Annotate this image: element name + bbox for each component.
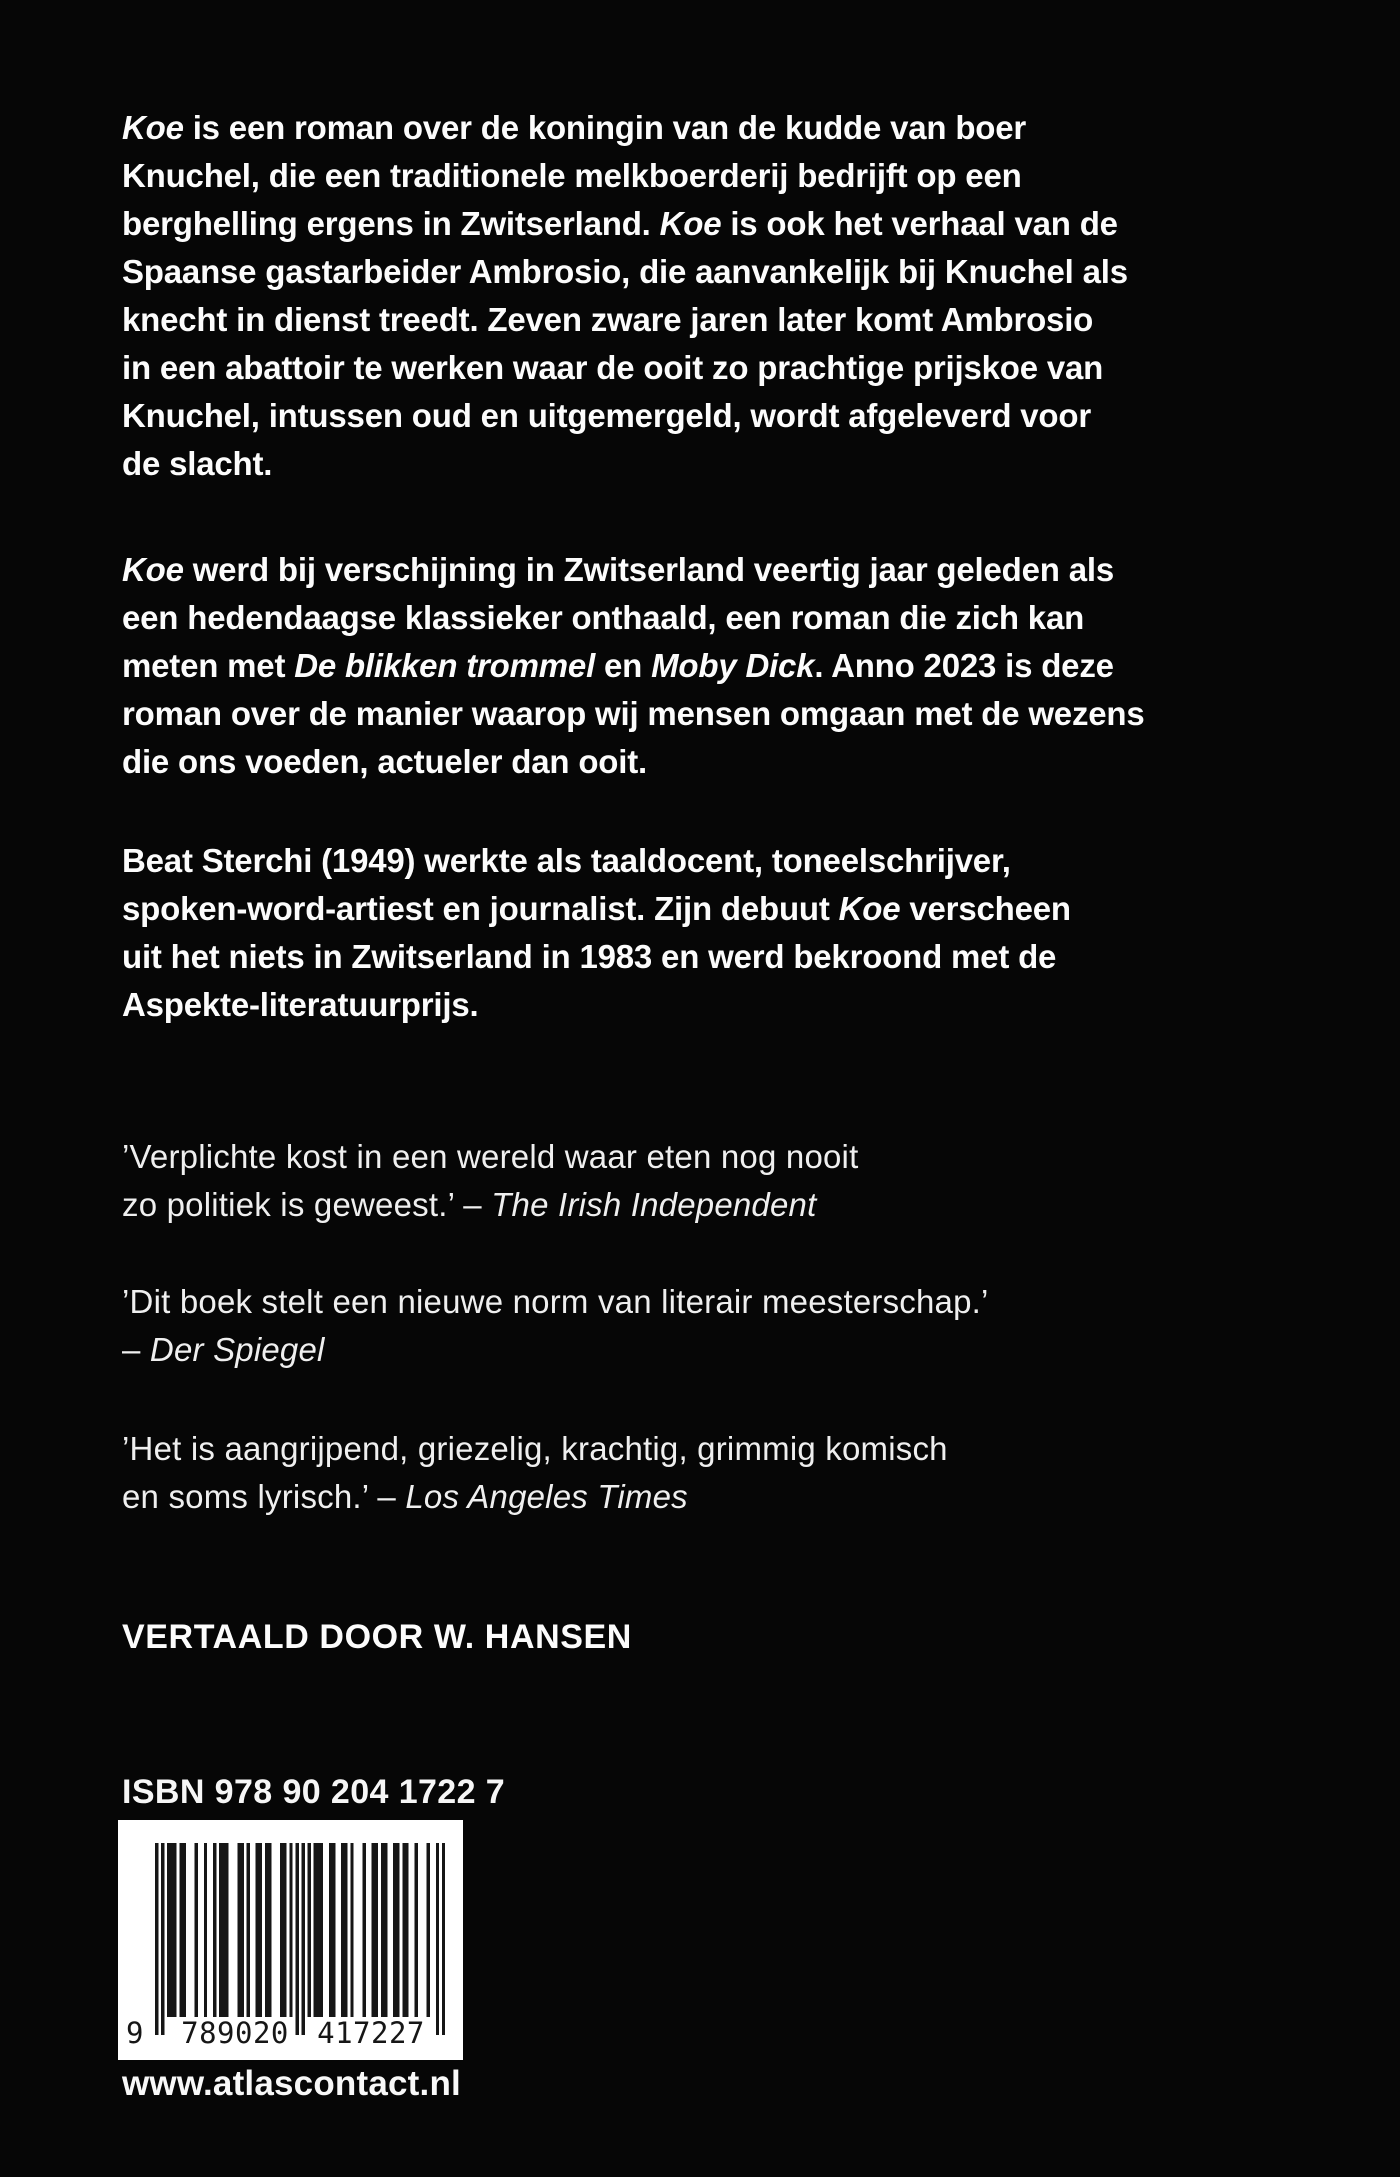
synopsis-paragraph-1: Koe is een roman over de koningin van de kudde van boer Knuchel, die een traditionele melkboerderij bedrijft op een berghelling ergens in Zwitserland. Koe is ook het verhaal van de Spaanse gastarbeider Ambrosio, die aanvankelijk bij Knuchel als knecht in dienst treedt. Zeven zware jaren later komt Ambrosio in een abattoir te werken waar de ooit zo prachtige prijskoe van Knuchel, intussen oud en uitgemergeld, wordt afgeleverd voor de slacht.	[122, 109, 1128, 482]
barcode-digits-left: 789020	[181, 2016, 289, 2050]
author-bio-paragraph: Beat Sterchi (1949) werkte als taaldocent, toneelschrijver, spoken-word-artiest en journalist. Zijn debuut Koe verscheen uit het niets in Zwitserland in 1983 en werd bekroond met de Aspekte-literatuurprijs.	[122, 842, 1071, 1023]
synopsis-paragraph-2: Koe werd bij verschijning in Zwitserland veertig jaar geleden als een hedendaagse klassieker onthaald, een roman die zich kan meten met De blikken trommel en Moby Dick. Anno 2023 is deze roman over de manier waarop wij mensen omgaan met de wezens die ons voeden, actueler dan ooit.	[122, 551, 1145, 780]
press-quote-los-angeles-times: ’Het is aangrijpend, griezelig, krachtig, grimmig komisch en soms lyrisch.’ – Los Angeles Times	[122, 1430, 948, 1515]
barcode-bars	[155, 1843, 445, 2035]
press-quote-der-spiegel: ’Dit boek stelt een nieuwe norm van literair meesterschap.’ – Der Spiegel	[122, 1283, 989, 1368]
barcode-digit-lead: 9	[126, 2016, 144, 2050]
press-quote-irish-independent: ’Verplichte kost in een wereld waar eten nog nooit zo politiek is geweest.’ – The Irish Independent	[122, 1138, 859, 1223]
barcode-digits-right: 417227	[317, 2016, 425, 2050]
publisher-website: www.atlascontact.nl	[122, 2064, 461, 2103]
barcode	[118, 1820, 463, 2060]
isbn-text: ISBN 978 90 204 1722 7	[122, 1773, 506, 1811]
translator-credit: VERTAALD DOOR W. HANSEN	[122, 1618, 632, 1656]
